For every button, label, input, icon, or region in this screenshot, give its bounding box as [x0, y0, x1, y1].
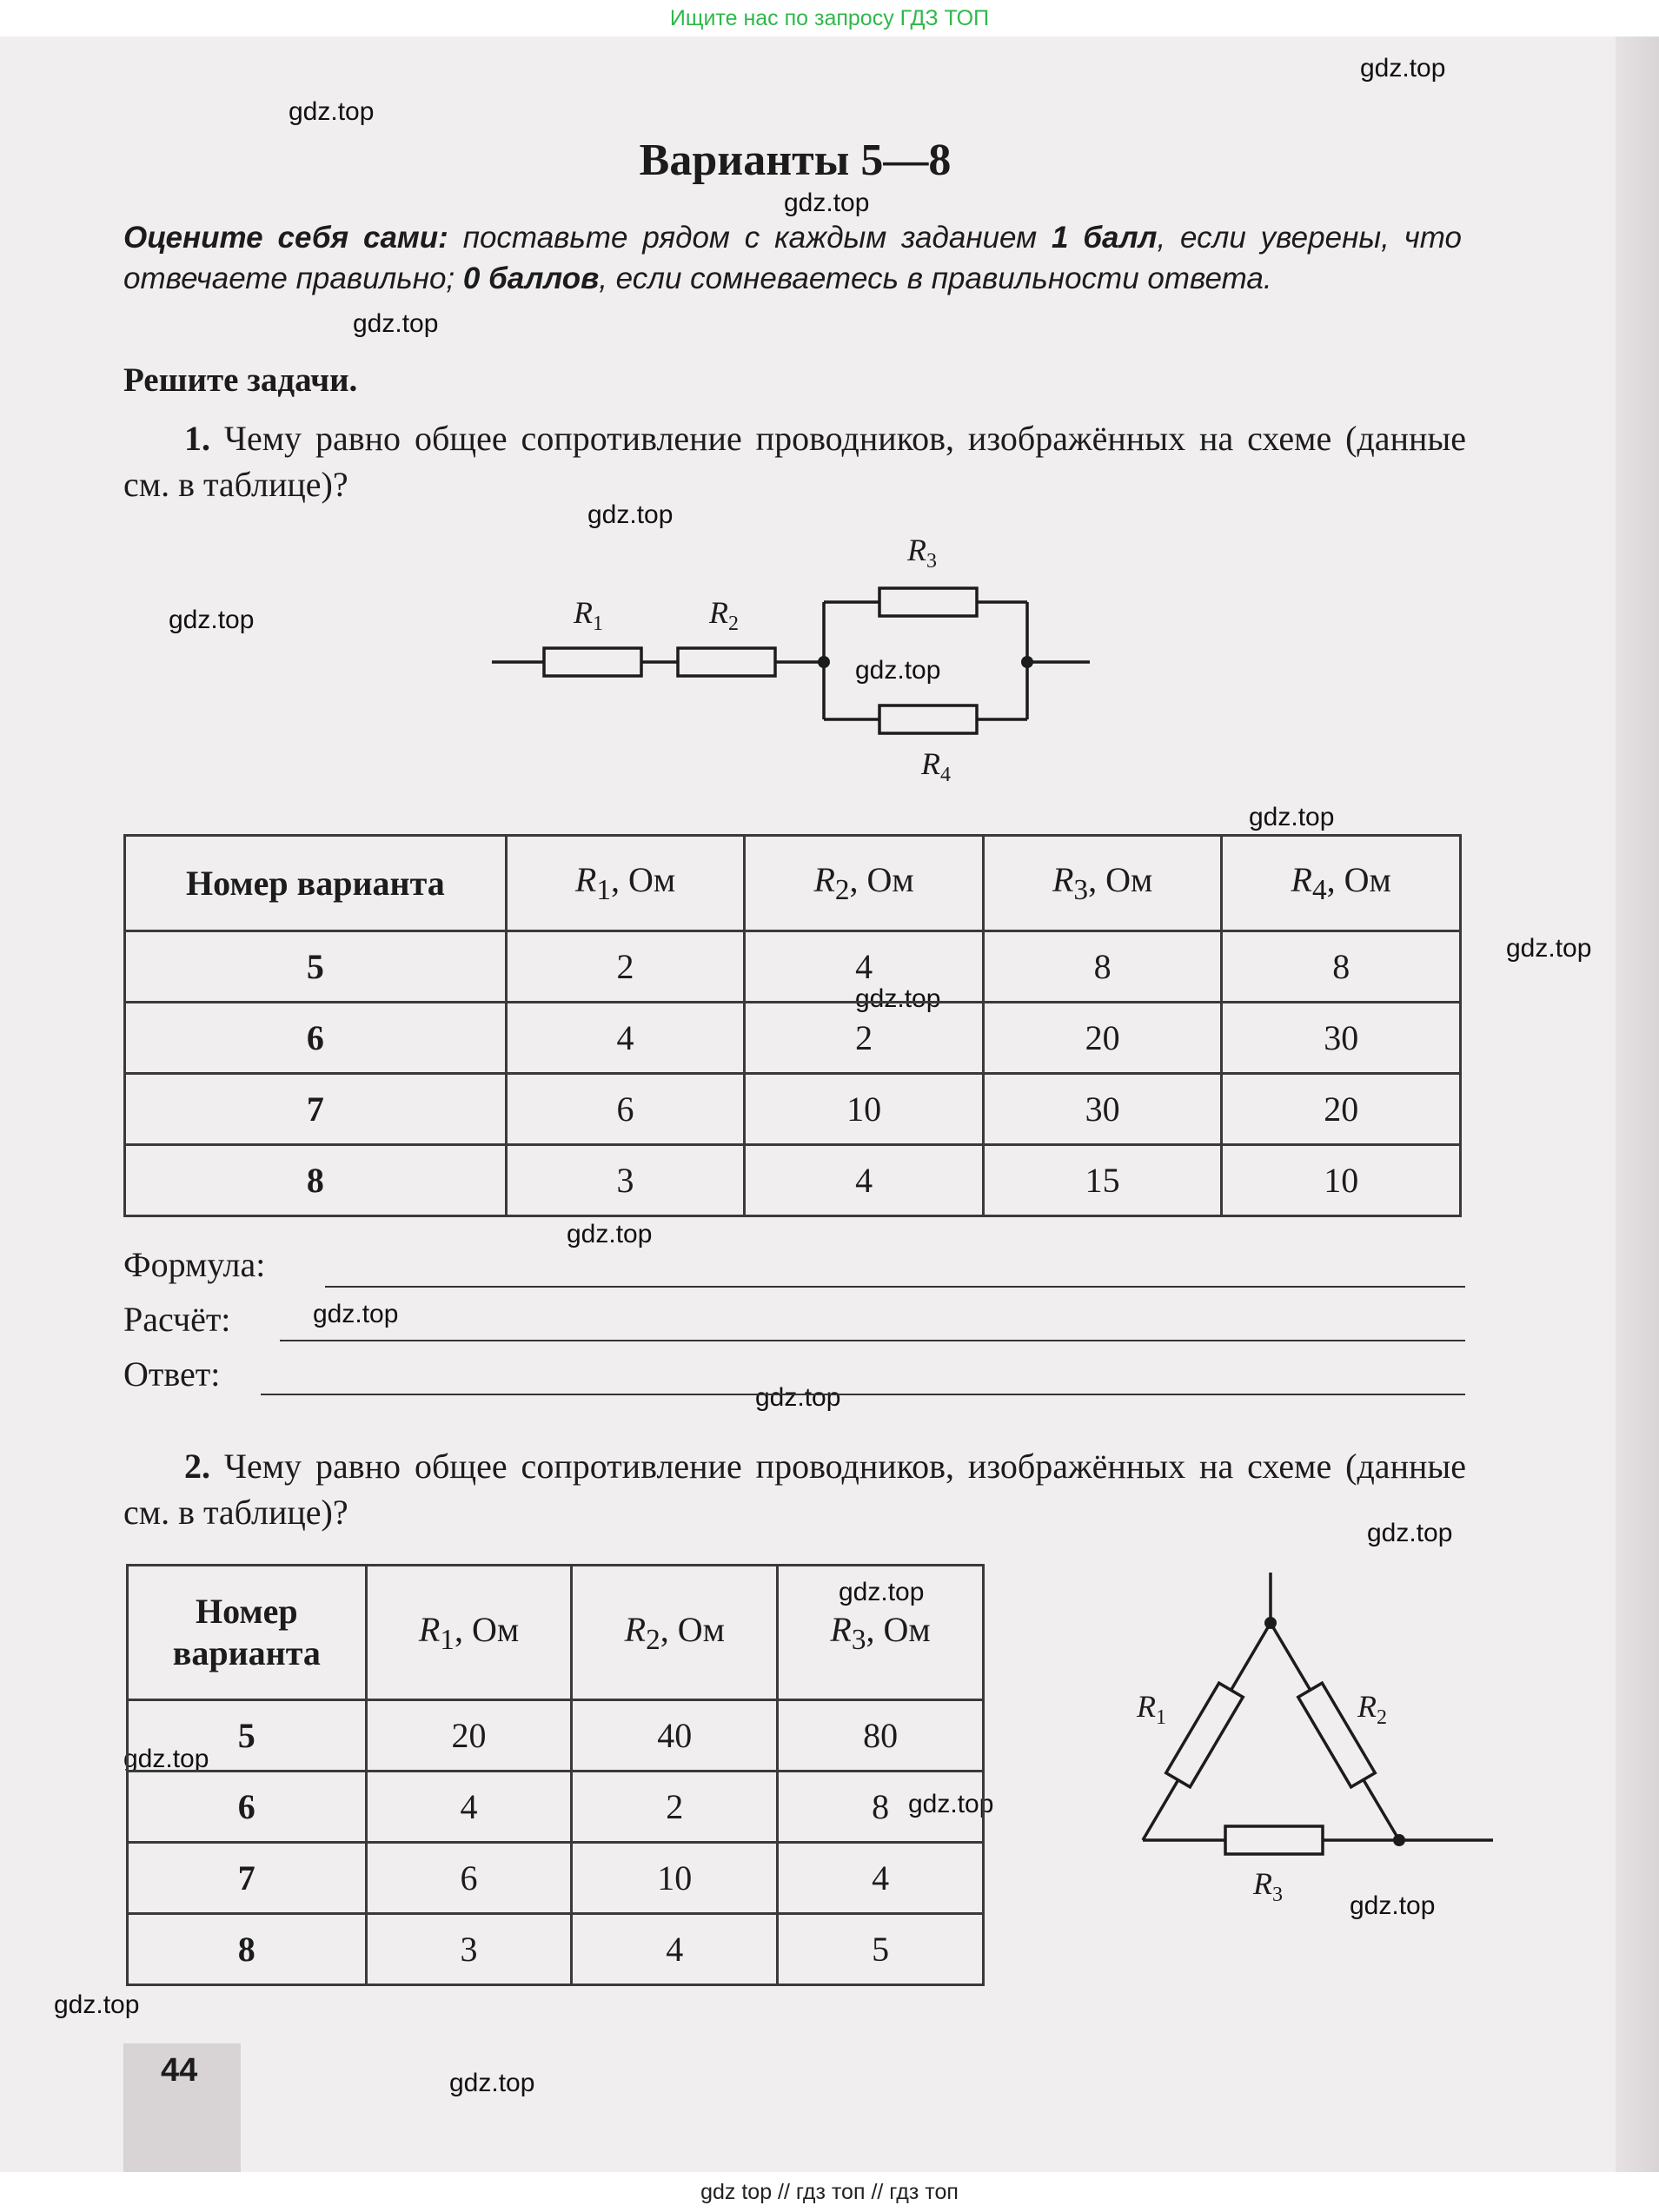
watermark: gdz.top: [1249, 803, 1335, 831]
table-cell: 40: [572, 1700, 778, 1772]
variant-cell: 6: [125, 1003, 507, 1074]
task-text: Чему равно общее сопротивление проводников, изображённых на схеме (данные см. в таблице)?: [123, 1447, 1467, 1532]
formula-label: Формула:: [123, 1245, 266, 1284]
table-row: [125, 1074, 1461, 1145]
label-r3: $R_3$: [1253, 1866, 1283, 1906]
table-cell: 20: [1222, 1074, 1461, 1145]
task-1-question: [123, 415, 1466, 507]
table-cell: 10: [572, 1843, 778, 1914]
table-cell: 2: [506, 931, 745, 1003]
score-one: 1 балл: [1051, 221, 1158, 255]
label-r2: $R_2$: [1357, 1689, 1387, 1729]
table-row: [125, 1145, 1461, 1216]
top-banner: Ищите нас по запросу ГДЗ ТОП: [0, 0, 1659, 36]
label-r1: $R_1$: [574, 595, 603, 635]
variant-cell: 5: [125, 931, 507, 1003]
table-cell: 2: [572, 1772, 778, 1843]
instructions-text: поставьте рядом с каждым заданием: [448, 221, 1052, 255]
label-r1: $R_1$: [1137, 1689, 1166, 1729]
instructions-text: , если сомневаетесь в правильности ответа.: [599, 262, 1272, 295]
watermark: gdz.top: [855, 984, 941, 1013]
table-cell: 6: [366, 1843, 572, 1914]
table-cell: 8: [1222, 931, 1461, 1003]
variant-cell: 7: [125, 1074, 507, 1145]
table-header: $R_1$, Ом: [506, 836, 745, 931]
table-cell: 4: [572, 1914, 778, 1985]
page-title: Варианты 5—8: [639, 136, 952, 185]
page-number: 44: [161, 2052, 198, 2089]
watermark: gdz.top: [123, 1745, 209, 1773]
table-cell: 20: [983, 1003, 1222, 1074]
watermark: gdz.top: [449, 2069, 535, 2097]
circuit-diagram-triangle: [1121, 1564, 1521, 1929]
task-number: 2.: [184, 1447, 210, 1486]
variant-cell: 8: [128, 1914, 367, 1985]
watermark: gdz.top: [839, 1578, 925, 1606]
task-2-question: [123, 1443, 1466, 1535]
variant-cell: 8: [125, 1145, 507, 1216]
variant-cell: 5: [128, 1700, 367, 1772]
watermark: gdz.top: [1360, 54, 1446, 83]
table-header: $R_4$, Ом: [1222, 836, 1461, 931]
variant-cell: 6: [128, 1772, 367, 1843]
instructions-text: , если уверены, что отвечаете правильно;: [123, 221, 1463, 295]
watermark: gdz.top: [1367, 1519, 1453, 1547]
table-row: [128, 1772, 984, 1843]
task-1-data-table: [123, 834, 1462, 1217]
table-header: $R_3$, Ом: [983, 836, 1222, 931]
answer-line[interactable]: [261, 1394, 1465, 1395]
calculation-answer-line[interactable]: [280, 1340, 1465, 1341]
table-cell: 15: [983, 1145, 1222, 1216]
watermark: gdz.top: [54, 1990, 140, 2019]
task-text: Чему равно общее сопротивление проводников, изображённых на схеме (данные см. в таблице)?: [123, 419, 1467, 504]
label-r2: $R_2$: [709, 595, 739, 635]
watermark: gdz.top: [353, 309, 439, 338]
watermark: gdz.top: [289, 97, 375, 126]
table-cell: 4: [506, 1003, 745, 1074]
instructions-lead: Оцените себя сами:: [123, 221, 448, 255]
table-row: [128, 1700, 984, 1772]
table-row: [128, 1843, 984, 1914]
watermark: gdz.top: [313, 1300, 399, 1328]
formula-answer-line[interactable]: [325, 1286, 1465, 1288]
table-cell: 10: [745, 1074, 984, 1145]
watermark: gdz.top: [784, 189, 870, 217]
table-header: $R_2$, Ом: [572, 1566, 778, 1700]
table-cell: 20: [366, 1700, 572, 1772]
page-edge: [1616, 36, 1659, 2172]
table-cell: 2: [745, 1003, 984, 1074]
table-cell: 30: [983, 1074, 1222, 1145]
table-cell: 4: [366, 1772, 572, 1843]
table-cell: 4: [778, 1843, 984, 1914]
table-cell: 3: [366, 1914, 572, 1985]
table-row: [125, 931, 1461, 1003]
table-cell: 3: [506, 1145, 745, 1216]
watermark: gdz.top: [1506, 934, 1592, 963]
task-number: 1.: [184, 419, 210, 458]
table-cell: 8: [983, 931, 1222, 1003]
calculation-label: Расчёт:: [123, 1300, 231, 1339]
watermark: gdz.top: [587, 500, 674, 529]
table-cell: 10: [1222, 1145, 1461, 1216]
table-header: Номер варианта: [125, 836, 507, 931]
table-header: $R_3$, Ом: [778, 1566, 984, 1700]
table-cell: 80: [778, 1700, 984, 1772]
table-row: [128, 1914, 984, 1985]
watermark: gdz.top: [908, 1790, 994, 1818]
score-zero: 0 баллов: [462, 262, 600, 295]
watermark: gdz.top: [567, 1220, 653, 1248]
table-cell: 4: [745, 1145, 984, 1216]
table-cell: 4: [745, 931, 984, 1003]
table-cell: 6: [506, 1074, 745, 1145]
bottom-banner: gdz top // гдз топ // гдз топ: [0, 2172, 1659, 2212]
watermark: gdz.top: [855, 656, 941, 685]
answer-label: Ответ:: [123, 1354, 221, 1394]
table-header: $R_2$, Ом: [745, 836, 984, 931]
variant-cell: 7: [128, 1843, 367, 1914]
section-heading: Решите задачи.: [123, 361, 358, 399]
table-header: $R_1$, Ом: [366, 1566, 572, 1700]
self-assessment-instructions: [123, 217, 1462, 299]
table-cell: 5: [778, 1914, 984, 1985]
circuit-diagram-series-parallel: [487, 534, 1095, 795]
task-2-data-table: [126, 1564, 985, 1986]
table-cell: 8: [778, 1772, 984, 1843]
watermark: gdz.top: [169, 606, 255, 634]
watermark: gdz.top: [1350, 1891, 1436, 1920]
label-r3: $R_3$: [907, 534, 937, 573]
table-row: [125, 1003, 1461, 1074]
watermark: gdz.top: [755, 1383, 841, 1412]
label-r4: $R_4$: [921, 746, 951, 786]
table-cell: 30: [1222, 1003, 1461, 1074]
table-header: Номер варианта: [128, 1566, 367, 1700]
